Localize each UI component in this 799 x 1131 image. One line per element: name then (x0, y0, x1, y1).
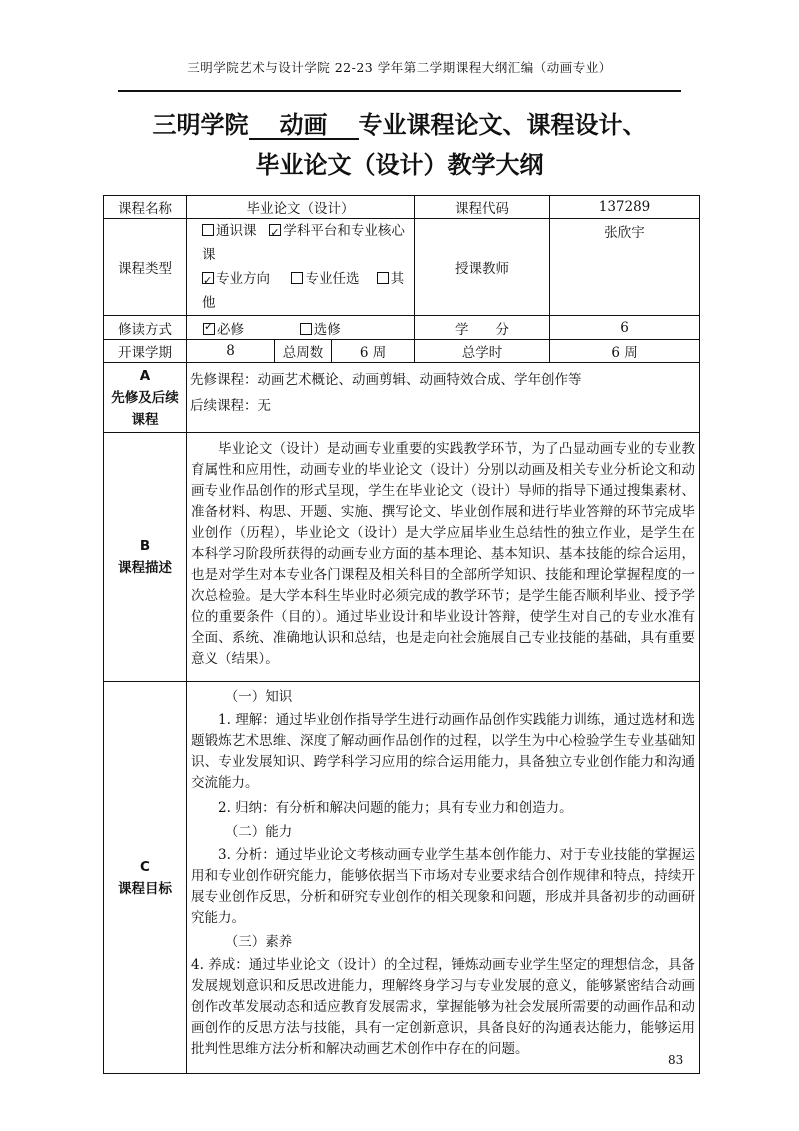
course-type-options (187, 219, 415, 316)
section-c-label: 课程目标 (118, 880, 172, 897)
checked-box-icon (202, 272, 214, 284)
option-optional[interactable] (300, 322, 341, 338)
section-a-label1: 先修及后续 (111, 389, 179, 406)
checkbox-icon (300, 323, 312, 335)
checkbox-icon (377, 272, 389, 284)
row-term (104, 340, 700, 363)
weeks-value: 6 周 (332, 340, 415, 363)
section-c-content (187, 682, 700, 1074)
follow-up-courses: 后续课程：无 (190, 398, 271, 414)
course-description: 毕业论文（设计）是动画专业重要的实践教学环节，为了凸显动画专业的专业教育属性和应用性，动画专业的毕业论文（设计）分别以动画及相关专业分析论文和动画专业作品创作的形式呈现，学生在毕业论文（设计）导师的指导下通过搜集素材、准备材料、构思、开题、实施、撰写论文、毕业创作展和进行毕业答辩的环节完成毕业创作（历程），毕业论文（设计）是大学应届毕业生总结性的独立作业，是学生在本科学习阶段所获得的动画专业方面的基本理论、基本知识、基本技能的综合运用，也是对学生对本专业各门课程及相关科目的全部所学知识、技能和理论掌握程度的一次总检验。是大学本科生毕业时必须完成的教学环节；是学生能否顺利毕业、授予学位的重要条件（目的）。通过毕业设计和毕业设计答辩，使学生对自己的专业水准有全面、系统、准确地认识和总结，也是走向社会施展自己专业技能的基础，具有重要意义（结果）。 (191, 441, 696, 667)
objective-item-3: 3. 分析：通过毕业论文考核动画专业学生基本创作能力、对于专业技能的掌握运用和专业创作研究能力，能够依据当下市场对专业要求结合创作规律和特点，持续开展专业创作反思，分析和研究专业创作的相关现象和问题，形成并具备初步的动画研究能力。 (191, 847, 696, 926)
title-prefix: 三明学院 (152, 111, 249, 139)
checkbox-icon (291, 272, 303, 284)
row-course-type (104, 219, 700, 316)
row-study-mode (104, 316, 700, 340)
section-a-header (104, 363, 187, 433)
course-type-line2 (190, 267, 411, 315)
section-a-content (187, 363, 700, 433)
section-b-content (187, 433, 700, 682)
option-label: 其他 (202, 271, 405, 311)
hours-label: 总学时 (415, 340, 550, 363)
title-suffix: 专业课程论文、课程设计、 (358, 111, 647, 139)
option-label: 专业方向 (216, 271, 270, 287)
page-number: 83 (668, 1053, 684, 1067)
credit-value: 6 (550, 316, 700, 340)
option-label: 选修 (313, 321, 341, 338)
row-section-c (104, 682, 700, 1074)
row-section-a (104, 363, 700, 433)
option-elective[interactable] (291, 271, 359, 287)
section-b-letter: B (139, 538, 151, 554)
course-code-value: 137289 (550, 196, 700, 219)
objective-item-4: 4. 养成：通过毕业论文（设计）的全过程，锤炼动画专业学生坚定的理想信念，具备发展规划意识和反思改进能力，理解终身学习与专业发展的意义，能够紧密结合动画创作改革发展动态和适应教育发展需求，掌握能够为社会发展所需要的动画作品和动画创作的反思方法与技能，具有一定创新意识，具备良好的沟通表达能力，能够运用批判性思维方法分析和解决动画艺术创作中存在的问题。 (191, 957, 696, 1057)
teacher-label: 授课教师 (415, 219, 550, 316)
option-label: 学科平台和专业核心课 (202, 223, 405, 263)
course-type-line1 (190, 219, 411, 267)
page-title-line1 (0, 105, 799, 140)
syllabus-table (103, 195, 700, 1074)
option-label: 专业任选 (305, 271, 360, 287)
credit-label: 学 分 (415, 316, 550, 340)
objective-heading-literacy: （三）素养 (224, 934, 293, 950)
checkbox-icon (202, 224, 214, 236)
weeks-label: 总周数 (275, 340, 332, 363)
running-header: 三明学院艺术与设计学院 22-23 学年第二学期课程大纲汇编（动画专业） (187, 60, 612, 75)
option-label: 必修 (217, 321, 244, 338)
section-a-letter: A (139, 367, 151, 384)
section-b-label: 课程描述 (118, 560, 172, 576)
option-required[interactable] (203, 322, 244, 338)
section-b-header (104, 433, 187, 682)
course-name-value: 毕业论文（设计） (187, 196, 415, 219)
checked-box-icon (269, 224, 281, 236)
option-general[interactable] (202, 223, 257, 239)
prerequisite-courses: 先修课程：动画艺术概论、动画剪辑、动画特效合成、学年创作等 (190, 372, 582, 388)
option-label: 通识课 (216, 223, 257, 239)
option-direction[interactable] (202, 271, 270, 287)
objective-heading-ability: （二）能力 (224, 824, 293, 840)
hours-value: 6 周 (550, 340, 700, 363)
header-rule (118, 90, 681, 92)
course-type-label: 课程类型 (104, 219, 187, 316)
term-value: 8 (187, 340, 275, 363)
section-a-label2: 课程 (131, 411, 159, 428)
page-title-line2: 毕业论文（设计）教学大纲 (255, 151, 544, 179)
row-course-name (104, 196, 700, 219)
objective-heading-knowledge: （一）知识 (224, 689, 293, 705)
study-mode-label: 修读方式 (104, 316, 187, 340)
row-section-b (104, 433, 700, 682)
term-label: 开课学期 (104, 340, 187, 363)
section-c-letter: C (140, 858, 150, 875)
title-major-blank: 动画 (249, 112, 359, 140)
checked-box-icon (203, 323, 215, 335)
course-name-label: 课程名称 (104, 196, 187, 219)
study-mode-options (187, 316, 415, 340)
section-c-header (104, 682, 187, 1074)
objective-item-2: 2. 归纳：有分析和解决问题的能力；具有专业力和创造力。 (218, 800, 573, 816)
course-code-label: 课程代码 (415, 196, 550, 219)
objective-item-1: 1. 理解：通过毕业创作指导学生进行动画作品创作实践能力训练，通过选材和选题锻炼艺术思维、深度了解动画作品创作的过程，以学生为中心检验学生专业基础知识、专业发展知识、跨学科学习应用的综合运用能力，具备独立专业创作能力和沟通交流能力。 (191, 712, 696, 791)
teacher-value: 张欣宇 (550, 219, 700, 316)
